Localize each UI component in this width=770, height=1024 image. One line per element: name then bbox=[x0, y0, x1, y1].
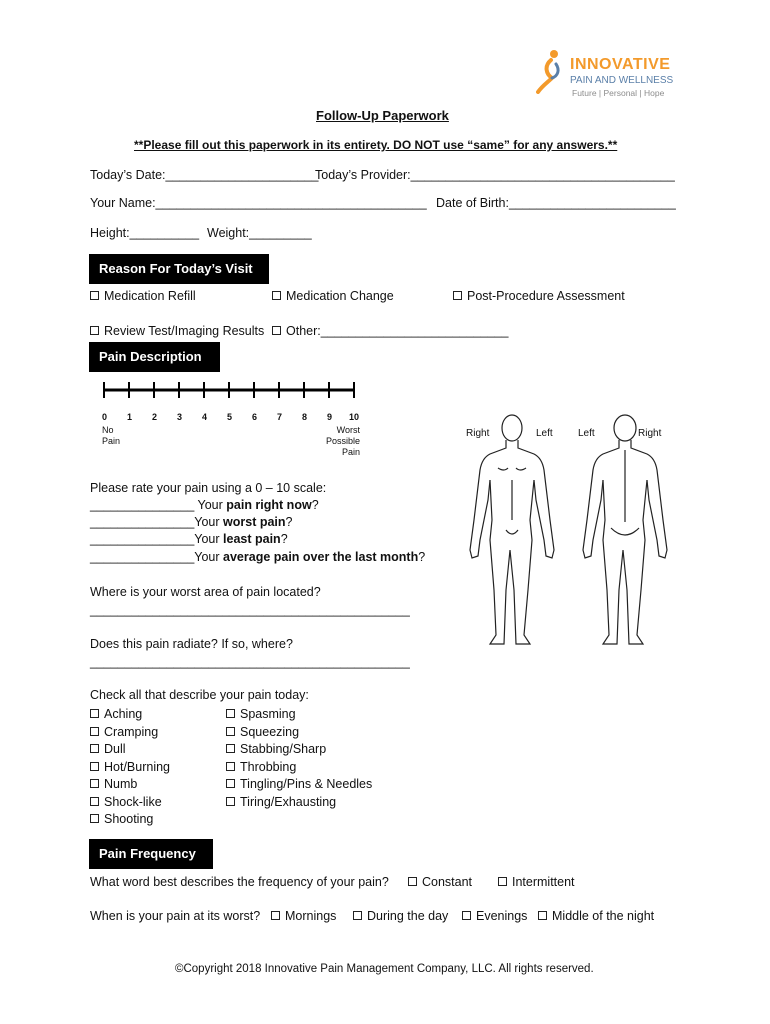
checkbox-icon[interactable] bbox=[462, 911, 471, 920]
rating-least-pain[interactable] bbox=[90, 532, 288, 546]
rating-blank[interactable]: _______________ bbox=[90, 550, 195, 564]
option-label: Post-Procedure Assessment bbox=[467, 289, 625, 303]
rating-post: ? bbox=[285, 515, 293, 529]
worst-time-option-night[interactable] bbox=[538, 909, 654, 923]
pain-type-shock-like[interactable] bbox=[90, 794, 170, 812]
scale-right-line2: Possible bbox=[325, 436, 360, 446]
checkbox-icon[interactable] bbox=[90, 779, 99, 788]
option-label: Constant bbox=[422, 875, 473, 889]
checkbox-icon[interactable] bbox=[226, 762, 235, 771]
rating-intro: Please rate your pain using a 0 – 10 scale: bbox=[90, 481, 327, 495]
pain-type-label: Numb bbox=[104, 777, 138, 791]
body-back-figure[interactable] bbox=[575, 410, 675, 650]
todays-date-field[interactable]: Today’s Date:______________________ bbox=[90, 168, 319, 182]
checkbox-icon[interactable] bbox=[498, 877, 507, 886]
checkbox-icon[interactable] bbox=[90, 797, 99, 806]
weight-field[interactable]: Weight:_________ bbox=[207, 226, 312, 240]
checkbox-icon[interactable] bbox=[226, 709, 235, 718]
pain-type-label: Cramping bbox=[104, 724, 159, 739]
option-label: During the day bbox=[367, 909, 449, 923]
pain-type-label: Squeezing bbox=[240, 724, 300, 739]
pain-type-label: Stabbing/Sharp bbox=[240, 742, 327, 756]
checkbox-icon[interactable] bbox=[90, 727, 99, 736]
rating-worst-pain[interactable] bbox=[90, 515, 292, 529]
worst-time-option-mornings[interactable] bbox=[271, 909, 336, 923]
rating-pain-now[interactable] bbox=[90, 498, 319, 512]
checkbox-icon[interactable] bbox=[90, 326, 99, 335]
pain-types-col2 bbox=[226, 706, 372, 811]
pain-scale-ruler bbox=[100, 380, 362, 406]
pain-type-label: Shock-like bbox=[104, 794, 162, 809]
scale-left-label bbox=[102, 425, 120, 447]
checkbox-icon[interactable] bbox=[271, 911, 280, 920]
checkbox-icon[interactable] bbox=[353, 911, 362, 920]
pain-type-squeezing[interactable] bbox=[226, 724, 372, 742]
pain-type-dull[interactable] bbox=[90, 741, 170, 759]
page-title: Follow-Up Paperwork bbox=[316, 108, 449, 123]
front-right-label: Right bbox=[466, 428, 490, 439]
pain-scale bbox=[100, 380, 370, 465]
rating-bold: average pain over the last month bbox=[223, 550, 419, 564]
logo-name: INNOVATIVE bbox=[570, 56, 671, 73]
scale-left-line2: Pain bbox=[102, 436, 121, 446]
reason-option-medication-refill[interactable] bbox=[90, 289, 196, 303]
worst-area-answer-line[interactable]: ______________________________________________ bbox=[90, 603, 410, 617]
rating-blank[interactable]: _______________ bbox=[90, 498, 195, 512]
pain-type-spasming[interactable] bbox=[226, 706, 372, 724]
pain-type-shooting[interactable] bbox=[90, 811, 170, 829]
section-pain-description-header: Pain Description bbox=[89, 342, 220, 372]
pain-type-cramping[interactable] bbox=[90, 724, 170, 742]
checkbox-icon[interactable] bbox=[408, 877, 417, 886]
logo-subtitle: PAIN AND WELLNESS bbox=[570, 75, 674, 86]
radiate-answer-line[interactable]: ______________________________________________ bbox=[90, 655, 410, 669]
option-label: Mornings bbox=[285, 909, 337, 923]
pain-type-label: Dull bbox=[104, 742, 126, 756]
option-label: Intermittent bbox=[512, 875, 575, 889]
rating-text: Your bbox=[194, 498, 227, 512]
scale-number: 4 bbox=[202, 412, 208, 422]
option-label: Medication Refill bbox=[104, 289, 196, 303]
checkbox-icon[interactable] bbox=[538, 911, 547, 920]
pain-type-label: Hot/Burning bbox=[104, 759, 171, 774]
pain-type-stabbing-sharp[interactable] bbox=[226, 741, 372, 759]
option-label: Medication Change bbox=[286, 289, 394, 303]
describe-question: Check all that describe your pain today: bbox=[90, 688, 309, 702]
pain-type-label: Tiring/Exhausting bbox=[240, 794, 337, 809]
scale-right-label bbox=[322, 425, 360, 458]
scale-left-line1: No bbox=[102, 425, 114, 435]
pain-type-tiring[interactable] bbox=[226, 794, 372, 812]
option-label: Other:___________________________ bbox=[286, 324, 509, 338]
rating-text: Your bbox=[194, 550, 224, 564]
worst-time-option-evenings[interactable] bbox=[462, 909, 527, 923]
pain-type-throbbing[interactable] bbox=[226, 759, 372, 777]
reason-option-medication-change[interactable] bbox=[272, 289, 394, 303]
rating-bold: pain right now bbox=[226, 498, 312, 512]
scale-number: 9 bbox=[327, 412, 333, 422]
checkbox-icon[interactable] bbox=[226, 727, 235, 736]
checkbox-icon[interactable] bbox=[90, 762, 99, 771]
checkbox-icon[interactable] bbox=[90, 709, 99, 718]
frequency-option-intermittent[interactable] bbox=[498, 875, 575, 889]
scale-number: 2 bbox=[152, 412, 158, 422]
option-label: Review Test/Imaging Results bbox=[104, 324, 265, 338]
rating-average-pain[interactable] bbox=[90, 550, 425, 564]
pain-types-col1 bbox=[90, 706, 170, 829]
rating-text: Your bbox=[194, 532, 224, 546]
scale-number: 7 bbox=[277, 412, 283, 422]
checkbox-icon[interactable] bbox=[90, 744, 99, 753]
rating-bold: least pain bbox=[223, 532, 281, 546]
pain-type-aching[interactable] bbox=[90, 706, 170, 724]
frequency-question: What word best describes the frequency of your pain? bbox=[90, 875, 389, 889]
scale-number: 5 bbox=[227, 412, 233, 422]
scale-number: 3 bbox=[177, 412, 183, 422]
dob-field[interactable]: Date of Birth:________________________ bbox=[436, 196, 676, 210]
rating-post: ? bbox=[311, 498, 319, 512]
checkbox-icon[interactable] bbox=[226, 744, 235, 753]
checkbox-icon[interactable] bbox=[90, 291, 99, 300]
checkbox-icon[interactable] bbox=[226, 797, 235, 806]
scale-right-line3: Pain bbox=[341, 447, 360, 457]
back-left-label: Left bbox=[578, 428, 595, 439]
pain-type-tingling[interactable] bbox=[226, 776, 372, 794]
frequency-option-constant[interactable] bbox=[408, 875, 472, 889]
rating-post: ? bbox=[280, 532, 288, 546]
rating-text: Your bbox=[194, 515, 224, 529]
pain-type-numb[interactable] bbox=[90, 776, 170, 794]
checkbox-icon[interactable] bbox=[272, 291, 281, 300]
name-field[interactable]: Your Name:_______________________________________ bbox=[90, 196, 427, 210]
back-right-label: Right bbox=[638, 428, 662, 439]
section-reason-header: Reason For Today’s Visit bbox=[89, 254, 269, 284]
logo-tagline: Future | Personal | Hope bbox=[572, 88, 665, 98]
pain-type-label: Throbbing bbox=[240, 759, 297, 774]
pain-type-label: Tingling/Pins & Needles bbox=[240, 777, 373, 791]
scale-right-line1: Worst bbox=[336, 425, 360, 435]
scale-number: 0 bbox=[102, 412, 108, 422]
height-field[interactable]: Height:__________ bbox=[90, 226, 200, 240]
pain-type-label: Aching bbox=[104, 707, 143, 721]
worst-area-question: Where is your worst area of pain located? bbox=[90, 585, 321, 599]
scale-number: 6 bbox=[252, 412, 258, 422]
rating-post: ? bbox=[418, 550, 426, 564]
worst-time-option-day[interactable] bbox=[353, 909, 448, 923]
logo-figure-icon bbox=[536, 48, 566, 94]
reason-option-review-test[interactable] bbox=[90, 324, 264, 338]
checkbox-icon[interactable] bbox=[90, 814, 99, 823]
rating-blank[interactable]: _______________ bbox=[90, 532, 195, 546]
rating-bold: worst pain bbox=[223, 515, 286, 529]
scale-number: 1 bbox=[127, 412, 133, 422]
option-label: Evenings bbox=[476, 909, 528, 923]
worst-time-question: When is your pain at its worst? bbox=[90, 909, 261, 923]
reason-option-post-procedure[interactable] bbox=[453, 289, 625, 303]
copyright-footer: ©Copyright 2018 Innovative Pain Management Company, LLC. All rights reserved. bbox=[175, 963, 594, 975]
scale-number: 10 bbox=[349, 412, 360, 422]
radiate-question: Does this pain radiate? If so, where? bbox=[90, 637, 293, 651]
rating-blank[interactable]: _______________ bbox=[90, 515, 195, 529]
option-label: Middle of the night bbox=[552, 909, 655, 923]
scale-number: 8 bbox=[302, 412, 308, 422]
body-chart bbox=[460, 410, 690, 660]
front-left-label: Left bbox=[536, 428, 553, 439]
todays-provider-field[interactable]: Today’s Provider:______________________________________ bbox=[315, 168, 675, 182]
pain-type-label: Shooting bbox=[104, 812, 154, 826]
reason-option-other[interactable] bbox=[272, 324, 508, 338]
pain-type-hot-burning[interactable] bbox=[90, 759, 170, 777]
pain-type-label: Spasming bbox=[240, 707, 296, 721]
checkbox-icon[interactable] bbox=[226, 779, 235, 788]
instructions-notice: **Please fill out this paperwork in its entirety. DO NOT use “same” for any answers.** bbox=[134, 138, 618, 152]
body-front-figure[interactable] bbox=[460, 410, 560, 650]
checkbox-icon[interactable] bbox=[453, 291, 462, 300]
checkbox-icon[interactable] bbox=[272, 326, 281, 335]
section-pain-frequency-header: Pain Frequency bbox=[89, 839, 213, 869]
